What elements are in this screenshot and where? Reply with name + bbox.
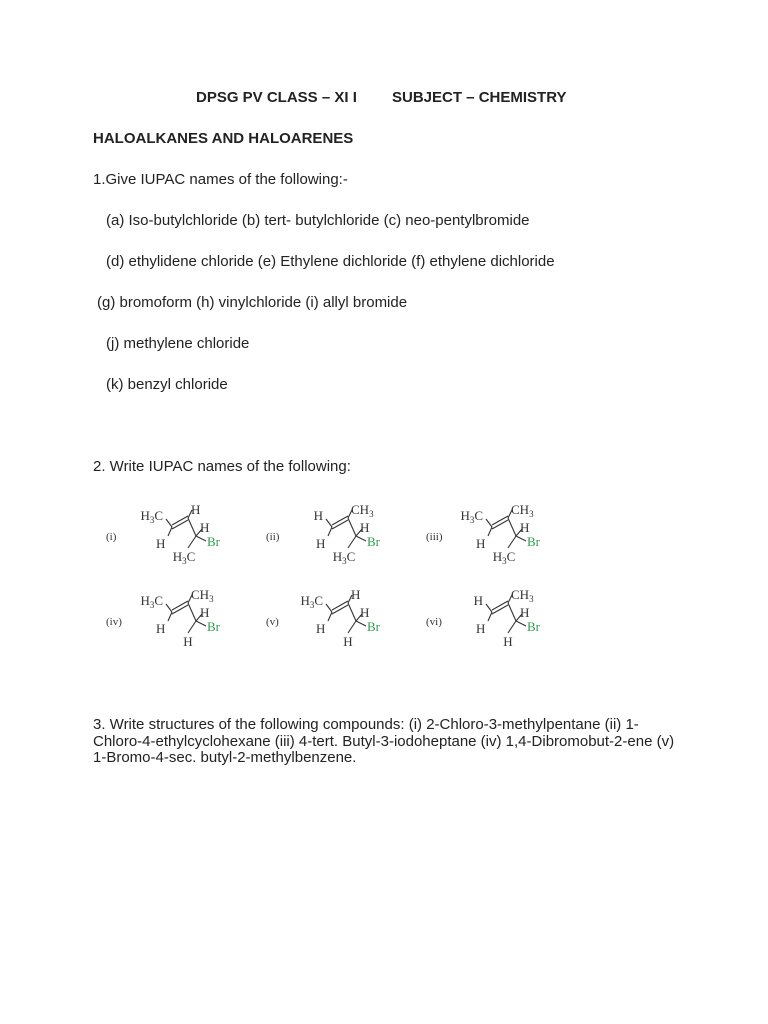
double-bond-line (332, 516, 348, 525)
structure-5 (266, 587, 381, 649)
structure-label: (v) (266, 616, 279, 628)
bromine-atom: Br (367, 534, 380, 549)
branch-atom: H (183, 634, 193, 649)
hydrogen-atom: H (360, 520, 370, 535)
double-bond-line (492, 516, 508, 525)
bond-line (188, 536, 196, 548)
top-left-group: H (473, 593, 483, 608)
bottom-left-atom: H (476, 536, 486, 551)
structure-1 (106, 502, 221, 566)
bond-line (348, 518, 356, 536)
structure-label: (iii) (426, 531, 443, 543)
bond-line (196, 536, 206, 541)
structure-label: (vi) (426, 616, 442, 628)
double-bond-line (332, 520, 348, 529)
question-1-line-d-f: (d) ethylidene chloride (e) Ethylene dichloride (f) ethylene dichloride (106, 253, 555, 270)
bond-line (516, 536, 526, 541)
bond-line (188, 621, 196, 633)
double-bond-line (332, 605, 348, 614)
double-bond-line (492, 520, 508, 529)
question-2-prompt: 2. Write IUPAC names of the following: (93, 458, 351, 475)
bond-line (508, 518, 516, 536)
branch-atom: H (343, 634, 353, 649)
bond-line (488, 612, 492, 621)
bond-line (356, 536, 366, 541)
question-1-line-g-i: (g) bromoform (h) vinylchloride (i) allyl bromide (97, 294, 408, 311)
top-right-group: $CH_3$ (511, 587, 534, 604)
top-right-group: H (191, 502, 201, 517)
bond-line (326, 519, 332, 527)
bond-line (326, 604, 332, 612)
bond-line (516, 621, 526, 626)
double-bond-line (492, 601, 508, 610)
top-left-group: $H_3C$ (300, 593, 323, 610)
top-right-group: $CH_3$ (351, 502, 374, 519)
bond-line (488, 527, 492, 536)
structure-3 (426, 502, 541, 566)
bond-line (328, 612, 332, 621)
bottom-left-atom: H (316, 621, 326, 636)
structures-figure (92, 492, 582, 652)
top-left-group: $H_3C$ (460, 508, 483, 525)
double-bond-line (172, 601, 188, 610)
top-right-group: H (351, 587, 361, 602)
bond-line (188, 603, 196, 621)
question-1-line-k: (k) benzyl chloride (106, 376, 228, 393)
top-left-group: H (313, 508, 323, 523)
top-left-group: $H_3C$ (140, 593, 163, 610)
bond-line (486, 604, 492, 612)
top-right-group: $CH_3$ (191, 587, 214, 604)
bromine-atom: Br (527, 619, 540, 634)
bond-line (486, 519, 492, 527)
branch-group: $H_3C$ (492, 549, 516, 566)
bond-line (348, 621, 356, 633)
bond-line (508, 536, 516, 548)
hydrogen-atom: H (520, 605, 530, 620)
bond-line (168, 612, 172, 621)
structure-6 (426, 587, 541, 649)
bromine-atom: Br (207, 534, 220, 549)
bottom-left-atom: H (316, 536, 326, 551)
question-1-line-a-c: (a) Iso-butylchloride (b) tert- butylchloride (c) neo-pentylbromide (106, 212, 530, 229)
bond-line (168, 527, 172, 536)
hydrogen-atom: H (360, 605, 370, 620)
hydrogen-atom: H (200, 605, 210, 620)
question-3-text: 3. Write structures of the following compounds: (i) 2-Chloro-3-methylpentane (ii) 1-Chloro-4-ethylcyclohexane (iii) 4-tert. Butyl-3-iodoheptane (iv) 1,4-Dibromobut-2-ene (v) 1-Bromo-4-sec. butyl-2-methylbenzene. (93, 716, 675, 766)
branch-atom: H (503, 634, 513, 649)
bromine-atom: Br (367, 619, 380, 634)
double-bond-line (172, 605, 188, 614)
question-1-prompt: 1.Give IUPAC names of the following:- (93, 171, 348, 188)
bond-line (348, 536, 356, 548)
bond-line (348, 603, 356, 621)
bottom-left-atom: H (476, 621, 486, 636)
structure-label: (i) (106, 531, 117, 543)
double-bond-line (172, 520, 188, 529)
bottom-left-atom: H (156, 536, 166, 551)
header-class: DPSG PV CLASS – XI I (196, 89, 357, 106)
bond-line (328, 527, 332, 536)
structures-svg (92, 492, 582, 652)
bond-line (356, 621, 366, 626)
bottom-left-atom: H (156, 621, 166, 636)
bromine-atom: Br (527, 534, 540, 549)
question-1-line-j: (j) methylene chloride (106, 335, 250, 352)
structure-2 (266, 502, 381, 566)
double-bond-line (492, 605, 508, 614)
header-subject: SUBJECT – CHEMISTRY (392, 89, 567, 106)
hydrogen-atom: H (200, 520, 210, 535)
double-bond-line (172, 516, 188, 525)
top-left-group: $H_3C$ (140, 508, 163, 525)
bond-line (188, 518, 196, 536)
top-right-group: $CH_3$ (511, 502, 534, 519)
hydrogen-atom: H (520, 520, 530, 535)
branch-group: $H_3C$ (172, 549, 196, 566)
bond-line (196, 621, 206, 626)
structure-label: (ii) (266, 531, 280, 543)
bond-line (508, 621, 516, 633)
structure-label: (iv) (106, 616, 122, 628)
bromine-atom: Br (207, 619, 220, 634)
branch-group: $H_3C$ (332, 549, 356, 566)
double-bond-line (332, 601, 348, 610)
structure-4 (106, 587, 221, 649)
chapter-title: HALOALKANES AND HALOARENES (93, 130, 354, 147)
bond-line (508, 603, 516, 621)
bond-line (166, 604, 172, 612)
bond-line (166, 519, 172, 527)
